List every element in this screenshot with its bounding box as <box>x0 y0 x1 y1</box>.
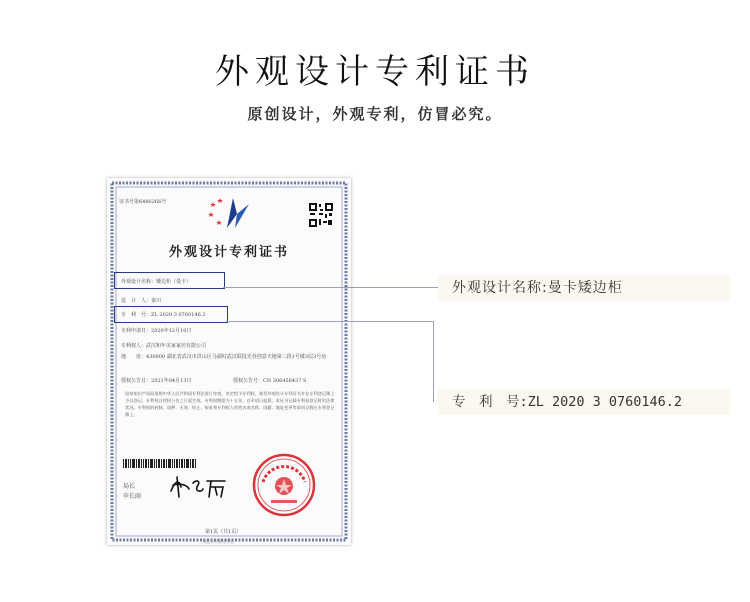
certificate-number: 证书号第6486266号 <box>119 199 167 205</box>
field-grant-date <box>121 377 191 384</box>
cnipa-emblem-icon <box>207 196 253 230</box>
design-name-leader-line <box>223 287 438 288</box>
field-label: 设 计 人： <box>121 298 152 304</box>
qr-code <box>308 202 334 228</box>
field-patentee <box>121 342 206 349</box>
field-application-date <box>121 327 191 334</box>
patent-certificate <box>107 178 351 545</box>
field-value: ZL 2020 3 0760146.2 <box>151 312 206 318</box>
field-label: 外观设计名称： <box>121 279 157 285</box>
field-value: 430000 湖北省武汉市洪山区马湖村武汉联投光谷创意天地第三段1号楼3层3号房 <box>146 354 327 360</box>
field-label: 授权公告日： <box>121 378 152 384</box>
field-value: 秦川 <box>151 298 162 304</box>
official-seal <box>251 452 317 518</box>
field-address <box>121 354 335 361</box>
patent-number-leader-vertical <box>433 321 434 402</box>
patent-number-callout: 专 利 号:ZL 2020 3 0760146.2 <box>438 389 730 415</box>
director-label: 局长 <box>123 483 136 490</box>
director-name: 申长雨 <box>123 493 142 500</box>
certificate-title: 外观设计专利证书 <box>168 245 289 260</box>
design-name-highlight <box>114 272 225 289</box>
field-value: 2021年04月13日 <box>151 378 192 384</box>
design-name-callout: 外观设计名称:曼卡矮边柜 <box>438 275 730 301</box>
field-value: 矮边柜（曼卡） <box>156 279 192 285</box>
field-designer <box>121 297 161 304</box>
field-label: 专利权人： <box>121 343 147 349</box>
field-value: 武汉和年美家家居有限公司 <box>146 343 207 349</box>
page-subtitle: 原创设计，外观专利，仿冒必究。 <box>247 105 503 123</box>
field-label: 专 利 号： <box>121 312 152 318</box>
field-label: 专利申请日： <box>121 328 152 334</box>
field-label: 授权公告号： <box>233 378 264 384</box>
certificate-body-text: 国家知识产权局依照中华人民共和国专利法进行审查，决定授予专利权，颁发外观设计专利证书并在专利登记簿上予以登记。专利权自授权公告之日起生效。专利权期限为十五年，自申请日起算。本证书记载专利权登记时的法律状况。专利权的转移、质押、无效、终止、恢复和专利权人的姓名或名称、国籍、地址变更等事项记载在专利登记簿上。 <box>125 391 335 417</box>
page-title: 外观设计专利证书 <box>215 52 535 92</box>
patent-number-leader-line <box>226 321 433 322</box>
field-label: 地 址： <box>121 354 147 360</box>
director-signature <box>167 473 229 501</box>
field-value: CN 306456437 S <box>263 378 307 384</box>
field-grant-number <box>233 377 306 384</box>
page-info: 第1页（共1页） <box>205 529 242 535</box>
patent-number-highlight <box>114 306 228 323</box>
field-value: 2020年12月10日 <box>151 328 192 334</box>
footer-note: 其他事项参见背面 <box>202 539 234 544</box>
barcode <box>123 459 197 468</box>
